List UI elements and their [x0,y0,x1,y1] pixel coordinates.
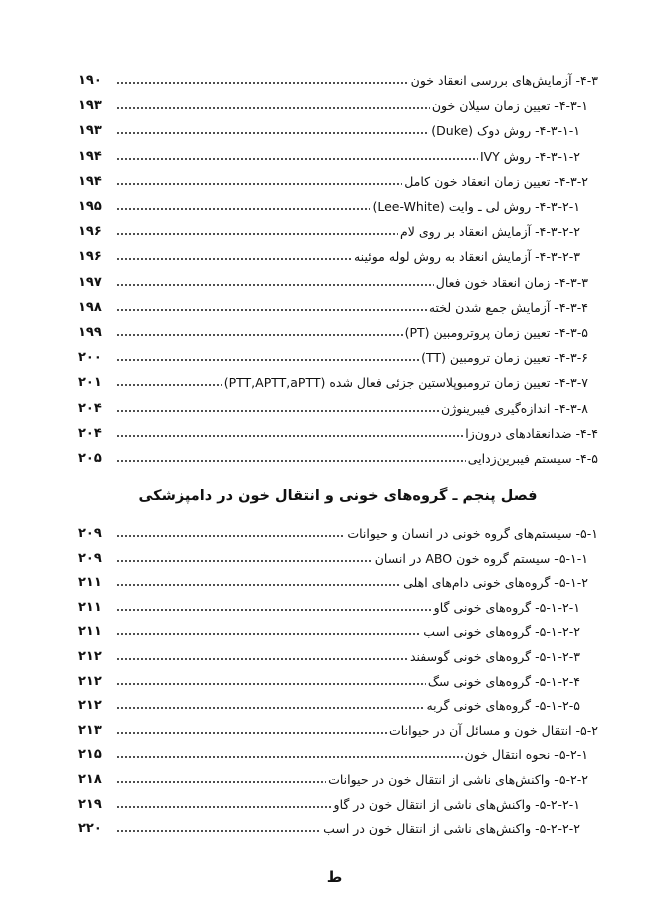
toc-entry-title: ۵-۲-۲-۱- واکنش‌های ناشی از انتقال خون در گاو [333,796,580,812]
dot-leader [116,779,326,785]
toc-entry [78,595,598,617]
toc-entry [78,421,598,443]
toc-entry-title: ۴-۳-۲-۲- آزمایش انعقاد بر روی لام [400,224,580,240]
toc-entry-title: ۵-۱- سیستم‌های گروه خونی در انسان و حیوانات [347,526,598,541]
toc-entry [78,546,598,568]
dot-leader [116,458,466,464]
toc-entry [78,669,598,691]
dot-leader [116,231,398,237]
toc-entry [78,767,598,789]
toc-entry-title: ۴-۳-۶- تعیین زمان ترومبین (TT) [421,350,588,366]
toc-entry-title: ۴-۳-۸- اندازه‌گیری فیبرینوژن [441,400,588,416]
toc-entry-page: ۱۹۸ [78,299,102,315]
dot-leader [116,433,463,439]
toc-entry-title: ۴-۳-۵- تعیین زمان پروترومبین (PT) [404,325,588,340]
dot-leader [116,533,345,539]
dot-leader [116,105,430,111]
toc-entry-page: ۲۰۴ [78,425,102,441]
dot-leader [116,408,439,414]
toc-entry [78,93,598,115]
toc-entry [78,219,598,241]
dot-leader [116,754,463,760]
toc-entry-page: ۲۱۳ [78,722,102,738]
toc-entry-title: ۵-۱-۲-۵- گروه‌های خونی گربه [426,698,580,714]
dot-leader [116,828,321,834]
dot-leader [116,631,421,637]
toc-entry-page: ۲۱۱ [78,575,102,591]
toc-entry-page: ۱۹۴ [78,173,102,189]
dot-leader [116,80,409,86]
toc-entry-page: ۲۰۹ [78,550,102,566]
toc-entry-page: ۲۰۴ [78,400,102,416]
toc-entry [78,118,598,140]
toc-entry-page: ۲۱۵ [78,747,102,763]
toc-entry-title: ۴-۳-۴- آزمایش جمع شدن لخته [428,299,588,315]
toc-entry [78,446,598,468]
toc-entry-page: ۲۱۲ [78,649,102,664]
toc-entry-title: ۴-۳-۱- تعیین زمان سیلان خون [431,98,588,114]
dot-leader [116,156,478,162]
toc-entry-title: ۴-۵- سیستم فیبرین‌زدایی [467,451,598,466]
toc-entry [78,742,598,764]
dot-leader [116,730,387,736]
toc-entry-page: ۱۹۵ [78,199,102,214]
toc-entry-title: ۵-۱-۲- گروه‌های خونی دام‌های اهلی [403,575,588,591]
toc-entry-title: ۴-۴- ضدانعقادهای درون‌زا [465,425,598,441]
dot-leader [116,130,429,136]
toc-entry-page: ۲۰۹ [78,526,102,541]
toc-entry-page: ۲۲۰ [78,821,102,837]
toc-entry-title: ۴-۳- آزمایش‌های بررسی انعقاد خون [410,73,598,88]
toc-entry [78,295,598,317]
toc-entry-page: ۲۰۵ [78,451,102,466]
toc-entry-title: ۵-۲-۱- نحوه انتقال خون [464,747,588,763]
toc-entry-title: ۴-۳-۲-۳- آزمایش انعقاد به روش لوله موئینه [353,249,580,265]
toc-entry [78,320,598,342]
toc-entry [78,144,598,166]
toc-entry-title: ۵-۱-۱- سیستم گروه خون ABO در انسان [374,550,588,566]
dot-leader [116,558,373,564]
dot-leader [116,307,427,313]
toc-entry [78,521,598,543]
toc-entry [78,644,598,666]
toc-entry-title: ۴-۳-۳- زمان انعقاد خون فعال [435,274,588,290]
toc-entry [78,345,598,367]
toc-entry-page: ۲۰۱ [78,375,102,391]
toc-entry-page: ۱۹۶ [78,224,102,240]
dot-leader [116,582,401,588]
toc-entry [78,68,598,90]
toc-entry-page: ۲۱۲ [78,698,102,714]
toc-entry-page: ۱۹۳ [78,123,102,139]
toc-entry-title: ۵-۲- انتقال خون و مسائل آن در حیوانات [389,722,598,738]
toc-entry-title: ۵-۱-۲-۱- گروه‌های خونی گاو [433,599,580,615]
toc-entry [78,619,598,641]
dot-leader [116,382,222,388]
toc-entry-title: ۴-۳-۷- تعیین زمان ترومبوپلاستین جزئی فعال شده (PTT,APTT,aPTT) [223,375,588,391]
page-folio: ط [326,868,343,886]
toc-entry [78,194,598,216]
dot-leader [116,206,370,212]
toc-entry-title: ۴-۳-۲- تعیین زمان انعقاد خون کامل [404,173,588,189]
dot-leader [116,256,352,262]
toc-entry-title: ۴-۳-۲-۱- روش لی ـ وایت (Lee-White) [372,199,580,214]
dot-leader [116,705,424,711]
toc-entry-page: ۲۱۱ [78,624,102,640]
toc-entry-page: ۱۹۶ [78,249,102,265]
toc-entry-page: ۱۹۴ [78,148,102,164]
toc-entry-page: ۱۹۳ [78,98,102,114]
toc-entry-page: ۲۱۹ [78,796,102,812]
toc-entry [78,270,598,292]
toc-entry [78,792,598,814]
toc-entry-page: ۲۱۲ [78,673,102,689]
toc-entry-page: ۱۹۰ [78,73,102,88]
toc-entry [78,370,598,392]
toc-entry [78,169,598,191]
dot-leader [116,607,432,613]
dot-leader [116,332,403,338]
toc-entry [78,816,598,838]
toc-entry [78,396,598,418]
dot-leader [116,282,434,288]
chapter-heading: فصل پنجم ـ گروه‌های خونی و انتقال خون در دامپزشکی [138,488,538,504]
toc-entry-title: ۴-۳-۱-۱- روش دوک (Duke) [431,123,580,139]
toc-entry-title: ۵-۱-۲-۴- گروه‌های خونی سگ [427,673,580,689]
dot-leader [116,181,402,187]
toc-entry-page: ۱۹۹ [78,325,102,340]
toc-entry [78,570,598,592]
toc-entry-title: ۵-۲-۲- واکنش‌های ناشی از انتقال خون در حیوانات [328,772,588,787]
toc-entry-page: ۱۹۷ [78,274,102,290]
dot-leader [116,656,408,662]
toc-entry-page: ۲۰۰ [78,350,102,366]
dot-leader [116,681,426,687]
toc-entry [78,718,598,740]
dot-leader [116,804,332,810]
dot-leader [116,357,419,363]
toc-entry [78,693,598,715]
toc-entry-title: ۴-۳-۱-۲- روش IVY [479,148,580,164]
toc-entry-title: ۵-۱-۲-۲- گروه‌های خونی اسب [423,624,580,640]
toc-entry [78,244,598,266]
toc-entry-title: ۵-۱-۲-۳- گروه‌های خونی گوسفند [409,649,580,664]
toc-entry-title: ۵-۲-۲-۲- واکنش‌های ناشی از انتقال خون در اسب [323,821,580,837]
toc-entry-page: ۲۱۸ [78,772,102,787]
toc-entry-page: ۲۱۱ [78,599,102,615]
